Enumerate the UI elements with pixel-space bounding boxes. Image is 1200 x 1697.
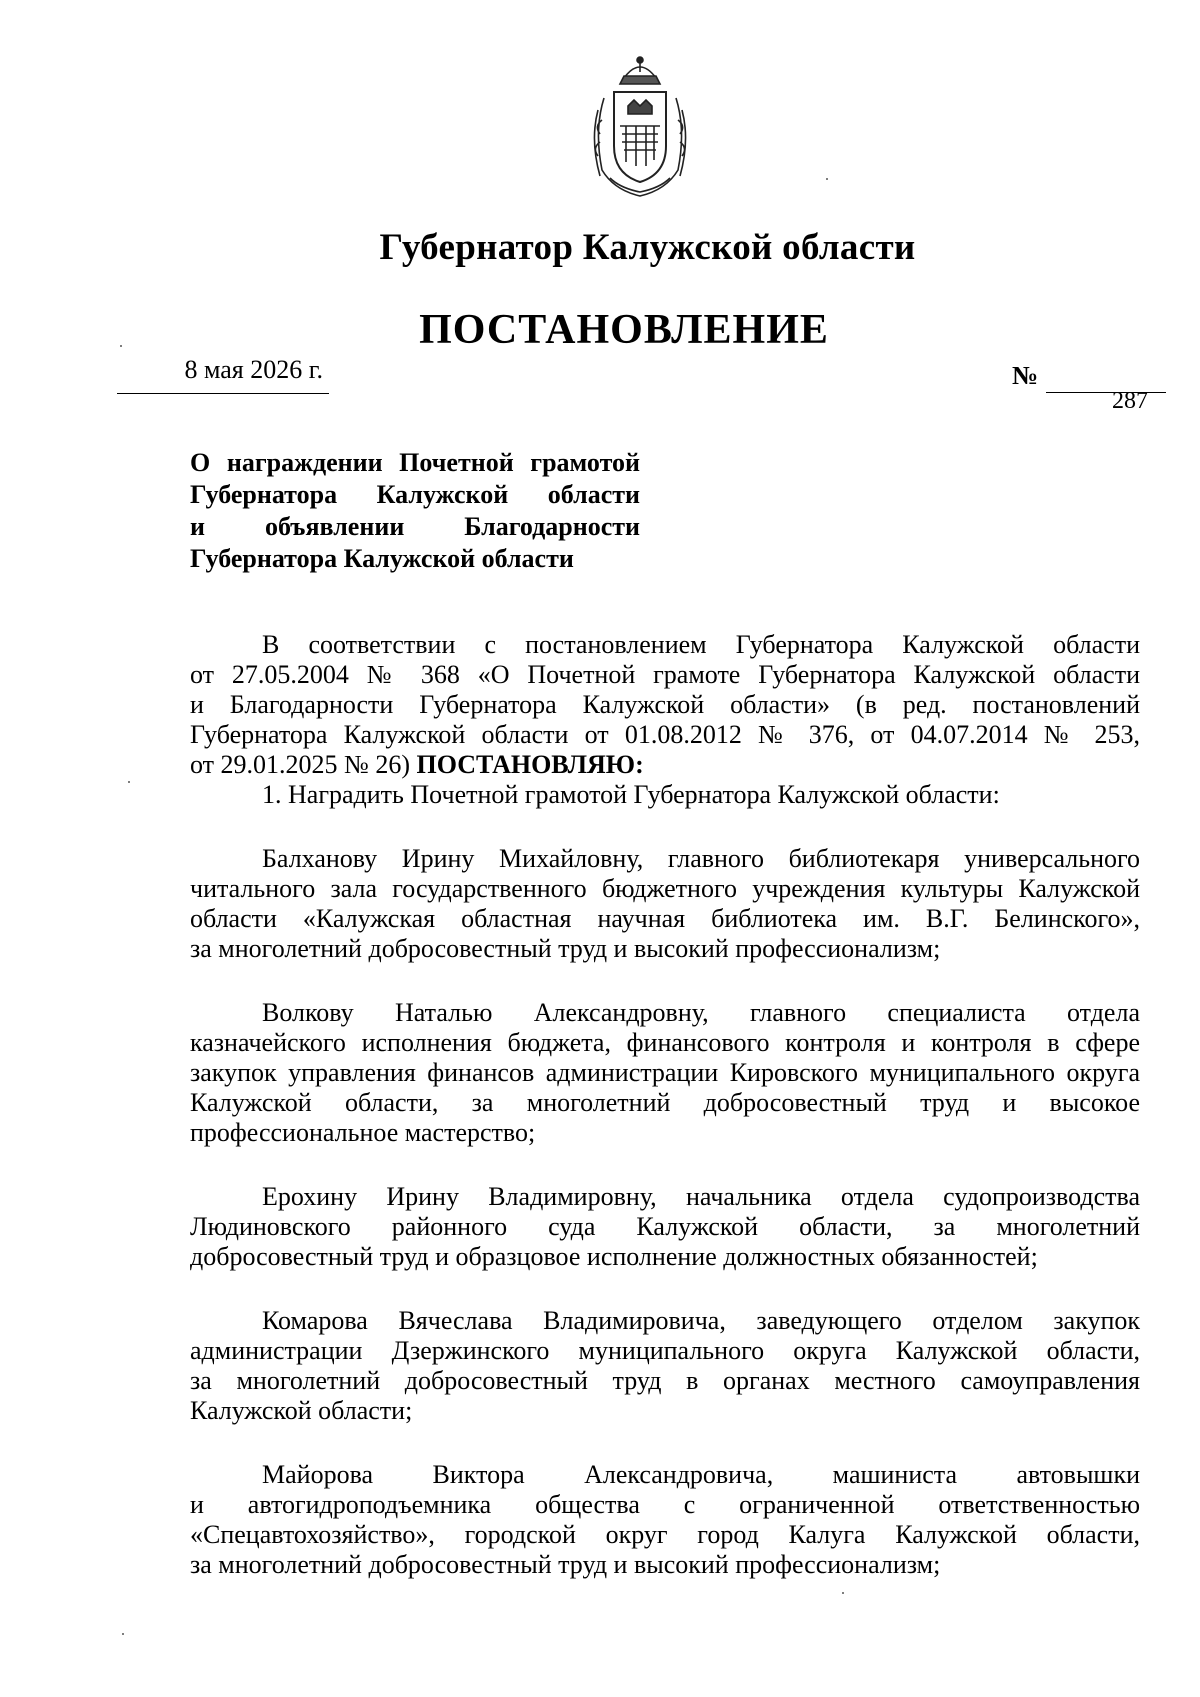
awardee-line: и автогидроподъемника общества с ограниченной ответственностью <box>190 1490 1140 1519</box>
document-number: 287 <box>1112 388 1148 414</box>
coat-of-arms-emblem <box>584 50 696 200</box>
preamble-line: В соответствии с постановлением Губернатора Калужской области <box>262 630 1140 659</box>
awardee-line: читального зала государственного бюджетного учреждения культуры Калужской <box>190 874 1140 903</box>
awardee-line: «Спецавтохозяйство», городской округ город Калуга Калужской области, <box>190 1520 1140 1549</box>
preamble-line: и Благодарности Губернатора Калужской области» (в ред. постановлений <box>190 690 1140 719</box>
awardee-line: администрации Дзержинского муниципального округа Калужской области, <box>190 1336 1140 1365</box>
document-number-field <box>1012 357 1166 414</box>
awardee-line: Волкову Наталью Александровну, главного специалиста отдела <box>262 998 1140 1027</box>
preamble-paragraph <box>190 630 1140 780</box>
awardee-line: Комарова Вячеслава Владимировича, заведующего отделом закупок <box>262 1306 1140 1335</box>
awardee-line: Ерохину Ирину Владимировну, начальника отдела судопроизводства <box>262 1182 1140 1211</box>
scan-speck <box>842 1592 844 1594</box>
awardee-paragraph <box>190 998 1140 1148</box>
scan-speck <box>122 1633 124 1635</box>
number-sign: № <box>1012 361 1039 390</box>
awardee-line: за многолетний добросовестный труд в органах местного самоуправления <box>190 1366 1140 1395</box>
title-line: О награждении Почетной грамотой <box>190 448 640 477</box>
awardee-line: за многолетний добросовестный труд и высокий профессионализм; <box>190 1550 941 1579</box>
document-type-heading: ПОСТАНОВЛЕНИЕ <box>419 307 829 353</box>
awardee-line: Майорова Виктора Александровича, машиниста автовышки <box>262 1460 1140 1489</box>
awardee-paragraph <box>190 1306 1140 1426</box>
clause-1: 1. Наградить Почетной грамотой Губернатора Калужской области: <box>262 780 1000 809</box>
awardee-line: казначейского исполнения бюджета, финансового контроля и контроля в сфере <box>190 1028 1140 1057</box>
number-underline <box>1046 388 1166 414</box>
scan-speck <box>826 178 828 180</box>
awardee-line: закупок управления финансов администрации Кировского муниципального округа <box>190 1058 1140 1087</box>
awardee-line: Калужской области; <box>190 1396 413 1425</box>
title-line: Губернатора Калужской области <box>190 544 574 573</box>
document-body <box>190 630 1140 1580</box>
awardee-line: Балханову Ирину Михайловну, главного библиотекаря универсального <box>262 844 1140 873</box>
document-title <box>190 447 640 575</box>
awardee-paragraph <box>190 844 1140 964</box>
preamble-last-text: от 29.01.2025 № 26) <box>190 750 417 779</box>
title-line: Губернатора Калужской области <box>190 480 640 509</box>
awardee-paragraph <box>190 1182 1140 1272</box>
awardee-line: профессиональное мастерство; <box>190 1118 536 1147</box>
awardee-line: за многолетний добросовестный труд и высокий профессионализм; <box>190 934 941 963</box>
preamble-line: Губернатора Калужской области от 01.08.2012 № 376, от 04.07.2014 № 253, <box>190 720 1140 749</box>
awardee-paragraph <box>190 1460 1140 1580</box>
title-line: и объявлении Благодарности <box>190 512 640 541</box>
document-date-field <box>117 355 329 394</box>
document-date: 8 мая 2026 г. <box>184 355 323 384</box>
awardee-line: добросовестный труд и образцовое исполнение должностных обязанностей; <box>190 1242 1038 1271</box>
awardee-line: Калужской области, за многолетний добросовестный труд и высокое <box>190 1088 1140 1117</box>
scan-speck <box>120 345 122 347</box>
decree-word: ПОСТАНОВЛЯЮ: <box>416 750 644 779</box>
issuing-authority: Губернатор Калужской области <box>379 227 916 268</box>
preamble-line: от 27.05.2004 № 368 «О Почетной грамоте Губернатора Калужской области <box>190 660 1140 689</box>
awardee-line: области «Калужская областная научная библиотека им. В.Г. Белинского», <box>190 904 1140 933</box>
scan-speck <box>128 781 130 783</box>
awardee-line: Людиновского районного суда Калужской области, за многолетний <box>190 1212 1140 1241</box>
preamble-line <box>190 750 1140 780</box>
